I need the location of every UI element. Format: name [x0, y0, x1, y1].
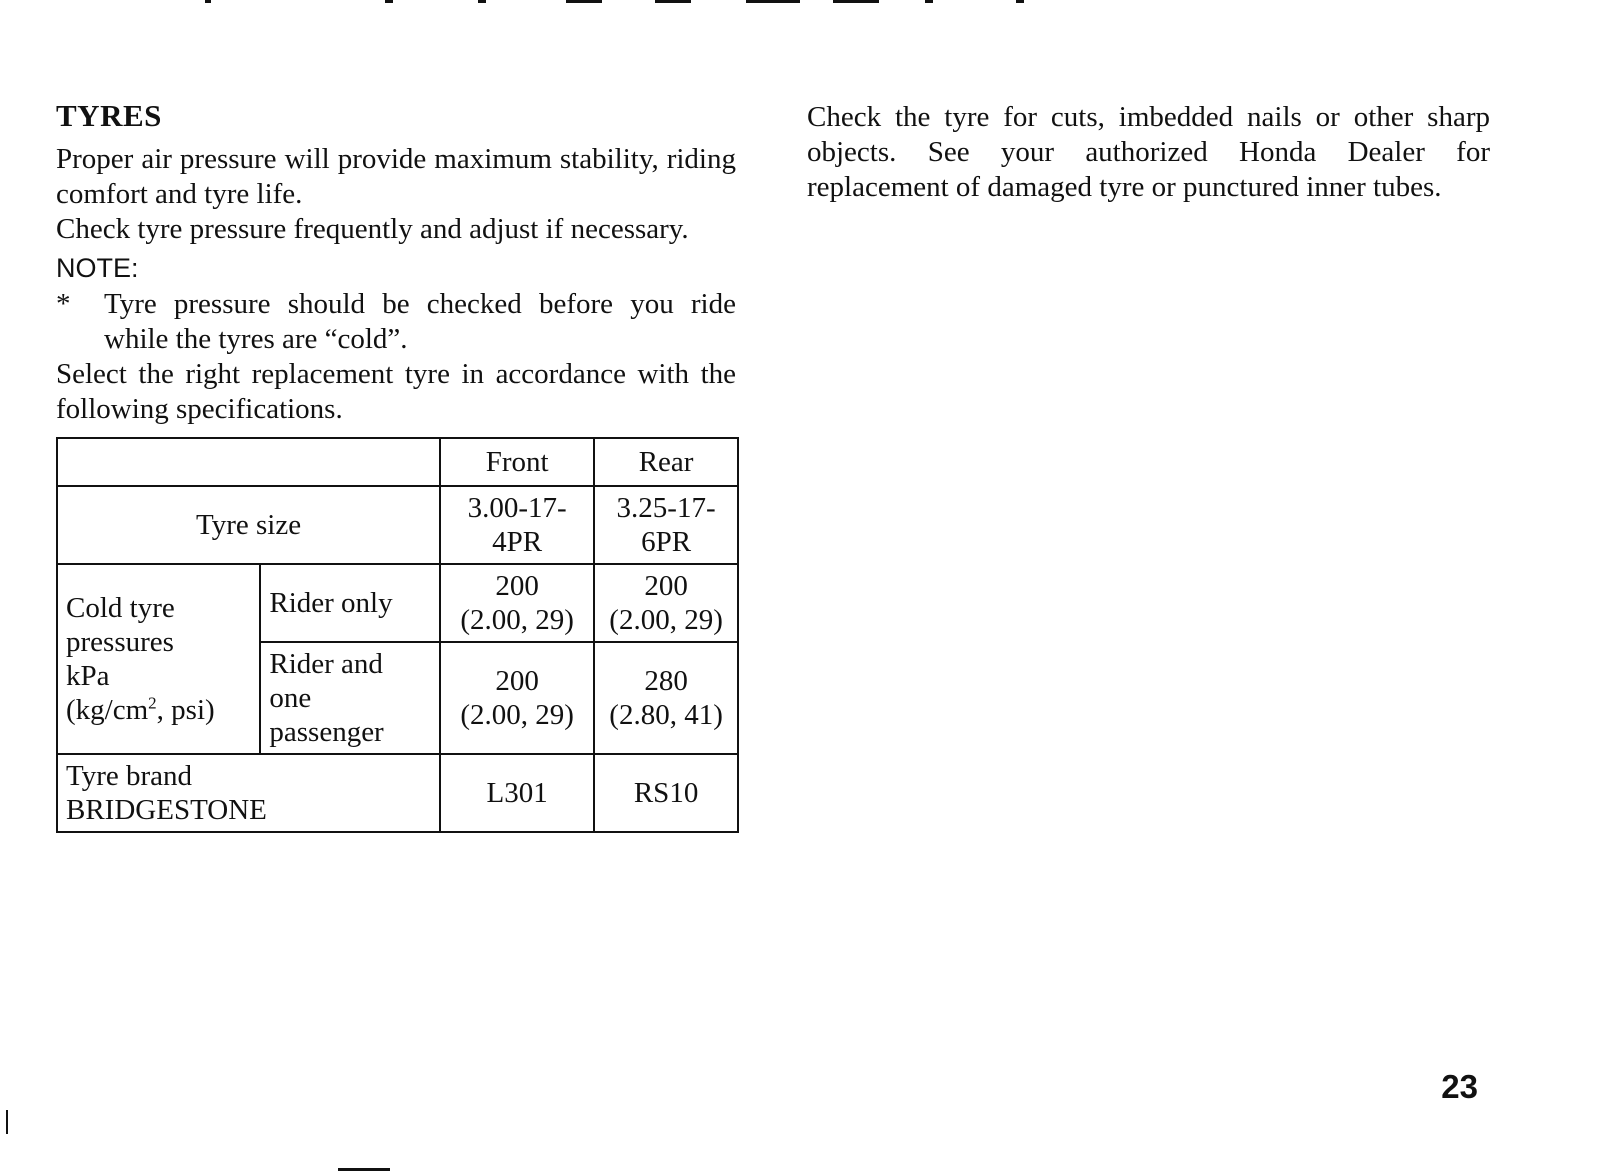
top-crop-marks — [0, 0, 1600, 6]
tyre-brand-row — [57, 754, 738, 832]
rider-only-row — [57, 564, 738, 642]
tyre-brand-label-line1: Tyre brand — [66, 760, 192, 792]
page-number: 23 — [1441, 1068, 1478, 1105]
rider-only-label: Rider only — [260, 564, 440, 642]
tyre-spec-table — [56, 437, 739, 833]
header-rear: Rear — [594, 438, 738, 486]
tyre-size-rear-line1: 3.25-17- — [616, 492, 716, 524]
unit-superscript: 2 — [148, 693, 157, 713]
rider-passenger-front-kpa: 200 — [495, 665, 539, 697]
rider-only-rear-alt: (2.00, 29) — [609, 604, 723, 636]
intro-paragraph: Proper air pressure will provide maximum stability, riding comfort and tyre life. — [56, 143, 736, 210]
rider-passenger-label — [260, 642, 440, 754]
note-label: NOTE: — [56, 253, 139, 283]
left-column — [56, 96, 736, 833]
rider-passenger-label-line2: one — [269, 682, 312, 714]
tyre-brand-front: L301 — [440, 754, 594, 832]
rider-passenger-front — [440, 642, 594, 754]
section-heading: TYRES — [56, 98, 162, 133]
cold-pressure-label-line4 — [66, 693, 251, 727]
rider-only-front-alt: (2.00, 29) — [460, 604, 574, 636]
rider-passenger-rear — [594, 642, 738, 754]
inspection-paragraph: Check the tyre for cuts, imbedded nails or other sharp objects. See your authorized Honda Dealer for replacement of damaged tyre or punctured inner tubes. — [807, 101, 1490, 203]
tyre-brand-label-line2: BRIDGESTONE — [66, 794, 267, 826]
rider-only-rear-kpa: 200 — [644, 570, 688, 602]
check-paragraph: Check tyre pressure frequently and adjust if necessary. — [56, 213, 689, 245]
note-item — [56, 287, 736, 357]
tyre-size-front-line1: 3.00-17- — [467, 492, 567, 524]
tyre-size-rear-line2: 6PR — [641, 526, 692, 558]
rider-only-rear — [594, 564, 738, 642]
rider-passenger-rear-alt: (2.80, 41) — [609, 699, 723, 731]
tyre-size-front — [440, 486, 594, 564]
tyre-size-front-line2: 4PR — [492, 526, 543, 558]
note-text: Tyre pressure should be checked before you ride while the tyres are “cold”. — [104, 288, 736, 355]
rider-passenger-front-alt: (2.00, 29) — [460, 699, 574, 731]
note-bullet: * — [56, 288, 71, 320]
rider-passenger-label-line3: passenger — [269, 716, 384, 748]
unit-suffix: , psi) — [156, 694, 215, 726]
cold-pressure-label-line2: pressures — [66, 626, 174, 658]
rider-passenger-label-line1: Rider and — [269, 648, 383, 680]
cold-pressure-label-line3: kPa — [66, 660, 110, 692]
tyre-size-row — [57, 486, 738, 564]
tyre-brand-label — [57, 754, 440, 832]
cold-pressure-label-line1: Cold tyre — [66, 592, 175, 624]
rider-only-front-kpa: 200 — [495, 570, 539, 602]
select-paragraph: Select the right replacement tyre in accordance with the following specifications. — [56, 358, 736, 425]
empty-header-cell — [57, 438, 440, 486]
scan-artifact-line — [338, 1168, 390, 1171]
rider-passenger-rear-kpa: 280 — [644, 665, 688, 697]
header-front: Front — [440, 438, 594, 486]
cold-pressure-label — [57, 564, 260, 754]
tyre-size-label: Tyre size — [57, 486, 440, 564]
scan-artifact-bar — [6, 1110, 8, 1134]
tyre-size-rear — [594, 486, 738, 564]
unit-prefix: (kg/cm — [66, 694, 149, 726]
table-header-row — [57, 438, 738, 486]
rider-only-front — [440, 564, 594, 642]
tyre-brand-rear: RS10 — [594, 754, 738, 832]
right-column — [807, 100, 1490, 205]
